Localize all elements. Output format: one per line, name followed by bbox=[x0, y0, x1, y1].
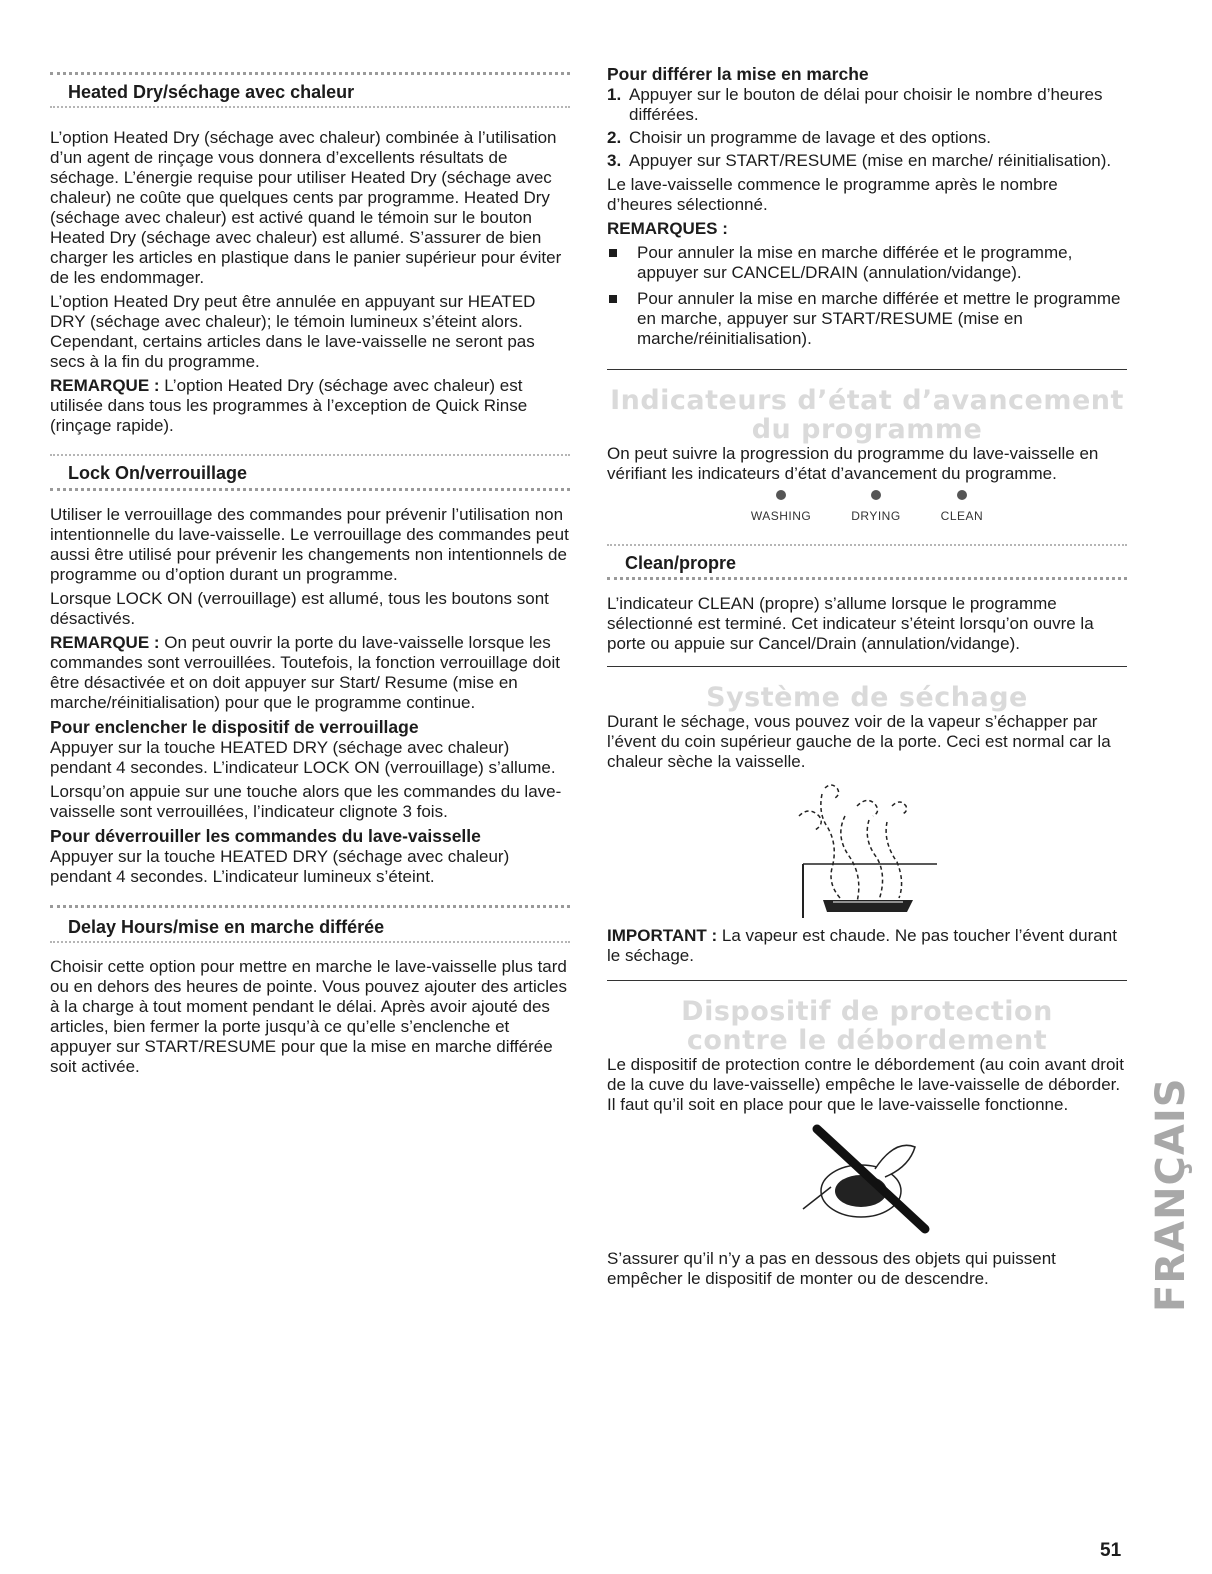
clean-paragraph: L’indicateur CLEAN (propre) s’allume lorsque le programme sélectionné est terminé. Cet indicateur s’éteint lorsqu’on ouvre la porte ou appuie sur Cancel/Drain (annulation/vidange). bbox=[607, 594, 1094, 653]
bullet-text: Pour annuler la mise en marche différée et mettre le programme en marche, appuyer sur START/RESUME (mise en marche/réinitialisation). bbox=[637, 289, 1121, 348]
list-item bbox=[607, 85, 1127, 125]
bullet-icon bbox=[609, 295, 617, 303]
step-text: Choisir un programme de lavage et des options. bbox=[629, 128, 991, 147]
list-item bbox=[607, 128, 1127, 148]
overflow-float-prohibited-icon bbox=[607, 1119, 1127, 1249]
lock-on-note bbox=[50, 633, 570, 713]
important-label: IMPORTANT : bbox=[607, 926, 718, 945]
section-rule bbox=[607, 544, 1127, 546]
list-item bbox=[607, 243, 1127, 283]
drying-heading: Système de séchage bbox=[706, 682, 1028, 713]
lock-on-paragraph: Lorsque LOCK ON (verrouillage) est allumé, tous les boutons sont désactivés. bbox=[50, 589, 549, 628]
defer-paragraph: Le lave-vaisselle commence le programme après le nombre d’heures sélectionné. bbox=[607, 175, 1058, 214]
clean-heading: Clean/propre bbox=[625, 553, 737, 573]
status-indicators bbox=[607, 490, 1127, 526]
lock-engage-paragraph: Appuyer sur la touche HEATED DRY (séchage avec chaleur) pendant 4 secondes. L’indicateur LOCK ON (verrouillage) s’allume. bbox=[50, 738, 556, 777]
indicator-washing bbox=[751, 490, 811, 526]
step-number: 2. bbox=[607, 128, 622, 147]
overflow-paragraph: S’assurer qu’il n’y a pas en dessous des objets qui puissent empêcher le dispositif de monter ou de descendre. bbox=[607, 1249, 1056, 1288]
section-rule bbox=[50, 72, 570, 75]
note-label: REMARQUE : bbox=[50, 633, 160, 652]
note-text: L’option Heated Dry (séchage avec chaleur) est utilisée dans tous les programmes à l’exception de Quick Rinse (rinçage rapide). bbox=[50, 376, 528, 435]
indicator-label: CLEAN bbox=[940, 509, 984, 523]
steam-icon bbox=[607, 776, 1127, 926]
delay-heading: Delay Hours/mise en marche différée bbox=[68, 917, 385, 937]
overflow-illustration bbox=[607, 1119, 1127, 1249]
step-text: Appuyer sur le bouton de délai pour choisir le nombre d’heures différées. bbox=[629, 85, 1103, 124]
indicator-light-icon bbox=[957, 490, 967, 500]
overflow-heading-line2: contre le débordement bbox=[686, 1025, 1048, 1056]
drying-important bbox=[607, 926, 1127, 966]
defer-steps bbox=[607, 85, 1127, 171]
step-number: 1. bbox=[607, 85, 622, 104]
unlock-heading: Pour déverrouiller les commandes du lave-vaisselle bbox=[50, 826, 481, 846]
important-text: La vapeur est chaude. Ne pas toucher l’évent durant le séchage. bbox=[607, 926, 1117, 965]
notes-label: REMARQUES : bbox=[607, 219, 728, 238]
page-number: 51 bbox=[1100, 1540, 1122, 1561]
lock-on-heading: Lock On/verrouillage bbox=[68, 463, 248, 483]
heated-dry-note bbox=[50, 376, 570, 436]
heated-dry-paragraph: L’option Heated Dry peut être annulée en appuyant sur HEATED DRY (séchage avec chaleur); le témoin lumineux s’éteint alors. Cependant, certains articles dans le lave-vaisselle ne seront pas secs à la fin du programme. bbox=[50, 292, 536, 371]
steam-vent-illustration bbox=[607, 776, 1127, 926]
step-text: Appuyer sur START/RESUME (mise en marche/ réinitialisation). bbox=[629, 151, 1112, 170]
indicator-drying bbox=[851, 490, 900, 526]
heated-dry-heading: Heated Dry/séchage avec chaleur bbox=[68, 82, 355, 102]
list-item bbox=[607, 289, 1127, 349]
indicator-light-icon bbox=[776, 490, 786, 500]
section-rule bbox=[50, 454, 570, 456]
defer-heading: Pour différer la mise en marche bbox=[607, 64, 869, 84]
bullet-icon bbox=[609, 249, 617, 257]
indicator-label: WASHING bbox=[750, 509, 812, 523]
indicator-label: DRYING bbox=[851, 509, 901, 523]
delay-paragraph: Choisir cette option pour mettre en marche le lave-vaisselle plus tard ou en dehors des heures de pointe. Vous pouvez ajouter des articles à la charge à tout moment pendant le délai. Après avoir ajouté des articles, bien fermer la porte jusqu’à ce qu’elle s’enclenche et appuyer sur START/RESUME pour que la mise en marche différée soit activée. bbox=[50, 957, 567, 1076]
status-paragraph: On peut suivre la progression du programme du lave-vaisselle en vérifiant les indicateurs d’état d’avancement du programme. bbox=[607, 444, 1099, 483]
status-heading-line2: du programme bbox=[751, 414, 983, 445]
defer-notes bbox=[607, 243, 1127, 349]
lock-engage-heading: Pour enclencher le dispositif de verrouillage bbox=[50, 717, 419, 737]
lock-on-paragraph: Utiliser le verrouillage des commandes pour prévenir l’utilisation non intentionnelle du lave-vaisselle. Le verrouillage des commandes peut aussi être utilisé pour prévenir les changements non intentionnels de programme ou d’option durant un programme. bbox=[50, 505, 569, 584]
right-column bbox=[607, 0, 1127, 1293]
indicator-light-icon bbox=[871, 490, 881, 500]
drying-paragraph: Durant le séchage, vous pouvez voir de la vapeur s’échapper par l’évent du coin supérieur gauche de la porte. Ceci est normal car la chaleur sèche la vaisselle. bbox=[607, 712, 1111, 771]
indicator-clean bbox=[941, 490, 984, 526]
overflow-heading-line1: Dispositif de protection bbox=[681, 996, 1053, 1027]
note-label: REMARQUE : bbox=[50, 376, 160, 395]
status-heading-line1: Indicateurs d’état d’avancement bbox=[610, 385, 1124, 416]
unlock-paragraph: Appuyer sur la touche HEATED DRY (séchage avec chaleur) pendant 4 secondes. L’indicateur lumineux s’éteint. bbox=[50, 847, 510, 886]
note-text: On peut ouvrir la porte du lave-vaisselle lorsque les commandes sont verrouillées. Toutefois, la fonction verrouillage doit être désactivée et on doit appuyer sur Start/ Resume (mise en marche/réinitialisation) pour que le programme continue. bbox=[50, 633, 560, 712]
section-rule bbox=[50, 905, 570, 908]
bullet-text: Pour annuler la mise en marche différée et le programme, appuyer sur CANCEL/DRAIN (annulation/vidange). bbox=[637, 243, 1073, 282]
heated-dry-paragraph: L’option Heated Dry (séchage avec chaleur) combinée à l’utilisation d’un agent de rinçage vous donnera d’excellents résultats de séchage. L’énergie requise pour utiliser Heated Dry (séchage avec chaleur) ne coûte que quelques cents par programme. Heated Dry (séchage avec chaleur) est activé quand le témoin sur le bouton Heated Dry (séchage avec chaleur) est allumé. S’assurer de bien charger les articles en plastique dans le panier supérieur pour éviter de les endommager. bbox=[50, 128, 562, 287]
list-item bbox=[607, 151, 1127, 171]
overflow-paragraph: Le dispositif de protection contre le débordement (au coin avant droit de la cuve du lave-vaisselle) empêche le lave-vaisselle de déborder. Il faut qu’il soit en place pour que le lave-vaisselle fonctionne. bbox=[607, 1055, 1124, 1114]
step-number: 3. bbox=[607, 151, 622, 170]
lock-engage-paragraph: Lorsqu’on appuie sur une touche alors que les commandes du lave-vaisselle sont verrouillées, l’indicateur clignote 3 fois. bbox=[50, 782, 562, 821]
language-side-tab: FRANÇAIS bbox=[1148, 1077, 1194, 1312]
left-column bbox=[50, 0, 570, 1081]
